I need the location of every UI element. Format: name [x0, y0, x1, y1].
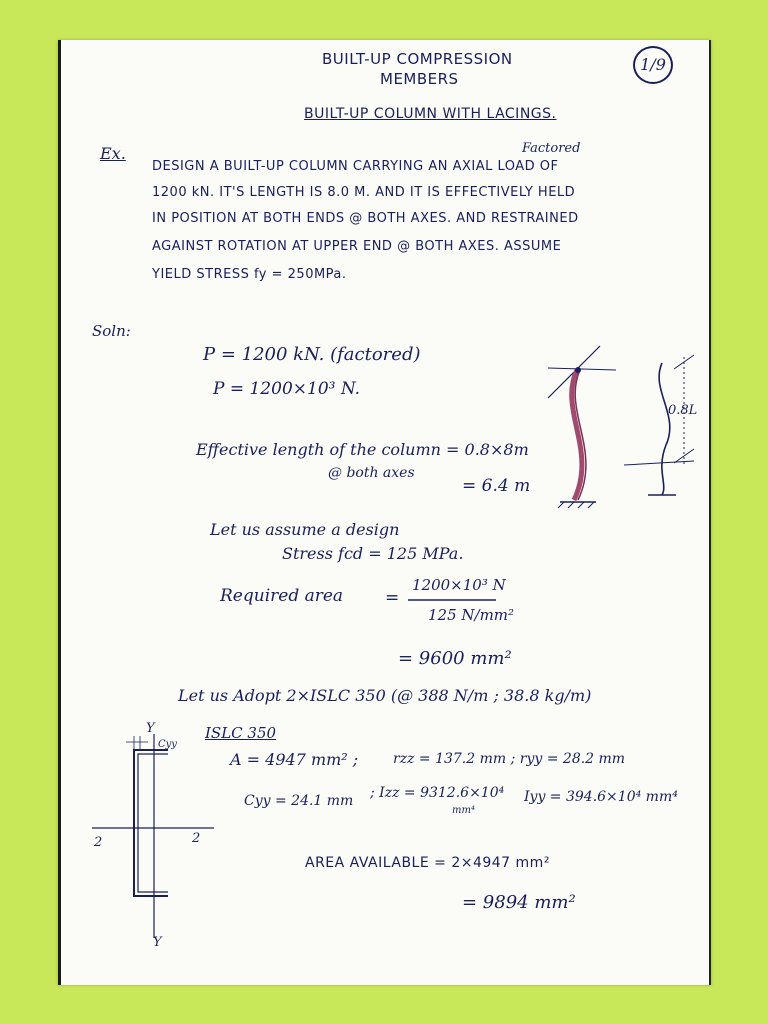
- solution-label: Soln:: [92, 322, 131, 340]
- axis-z-left: 2: [94, 835, 103, 850]
- required-area-equals: =: [385, 588, 400, 608]
- problem-line-3: IN POSITION AT BOTH ENDS @ BOTH AXES. AND RESTRAINED: [152, 211, 579, 226]
- adopt-section-line: Let us Adopt 2×ISLC 350 (@ 388 N/m ; 38.8 kg/m): [178, 686, 592, 705]
- section-label: ISLC 350: [205, 724, 277, 742]
- page-number: 1/9: [640, 55, 666, 74]
- load-line-2: P = 1200×10³ N.: [213, 379, 361, 399]
- factored-annotation: Factored: [522, 141, 581, 156]
- dimension-label: 0.8L: [668, 403, 698, 418]
- required-area-result: = 9600 mm²: [398, 648, 512, 669]
- load-line-1: P = 1200 kN. (factored): [203, 344, 421, 365]
- effective-length-result: = 6.4 m: [462, 476, 531, 496]
- property-izz: ; Izz = 9312.6×10⁴: [370, 785, 505, 801]
- property-iyy: Iyy = 394.6×10⁴ mm⁴: [524, 789, 678, 805]
- required-area-numerator: 1200×10³ N: [412, 576, 506, 594]
- axis-y-top: Y: [146, 721, 155, 736]
- assume-line-2: Stress fcd = 125 MPa.: [282, 544, 464, 563]
- axis-y-bottom: Y: [153, 935, 162, 950]
- area-available-line-1: AREA AVAILABLE = 2×4947 mm²: [305, 855, 550, 871]
- problem-line-1: DESIGN A BUILT-UP COLUMN CARRYING AN AXIAL LOAD OF: [152, 159, 559, 174]
- property-radii: rzz = 137.2 mm ; ryy = 28.2 mm: [393, 751, 626, 767]
- effective-length-line-2: @ both axes: [328, 465, 415, 481]
- area-available-line-2: = 9894 mm²: [462, 892, 576, 913]
- channel-section-sketch: [90, 728, 220, 958]
- property-izz-unit: mm⁴: [452, 805, 475, 816]
- title-line-1: BUILT-UP COMPRESSION: [322, 50, 513, 68]
- property-area: A = 4947 mm² ;: [230, 750, 359, 769]
- required-area-label: Required area: [220, 586, 344, 606]
- problem-line-4: AGAINST ROTATION AT UPPER END @ BOTH AXES. ASSUME: [152, 239, 562, 254]
- cyy-label: Cyy: [158, 739, 177, 750]
- axis-z-right: 2: [192, 831, 201, 846]
- effective-length-line-1: Effective length of the column = 0.8×8m: [196, 440, 529, 459]
- problem-line-5: YIELD STRESS fy = 250MPa.: [152, 267, 347, 282]
- page-number-badge: [633, 46, 673, 84]
- title-line-2: MEMBERS: [380, 70, 459, 88]
- example-label: Ex.: [100, 144, 126, 163]
- effective-length-sketch: [622, 345, 712, 505]
- required-area-denominator: 125 N/mm²: [428, 606, 515, 624]
- subtitle: BUILT-UP COLUMN WITH LACINGS.: [304, 106, 557, 122]
- fraction-bar: [408, 598, 498, 602]
- property-cyy: Cyy = 24.1 mm: [244, 793, 354, 809]
- assume-line-1: Let us assume a design: [210, 520, 400, 539]
- problem-line-2: 1200 kN. IT'S LENGTH IS 8.0 M. AND IT IS EFFECTIVELY HELD: [152, 185, 576, 200]
